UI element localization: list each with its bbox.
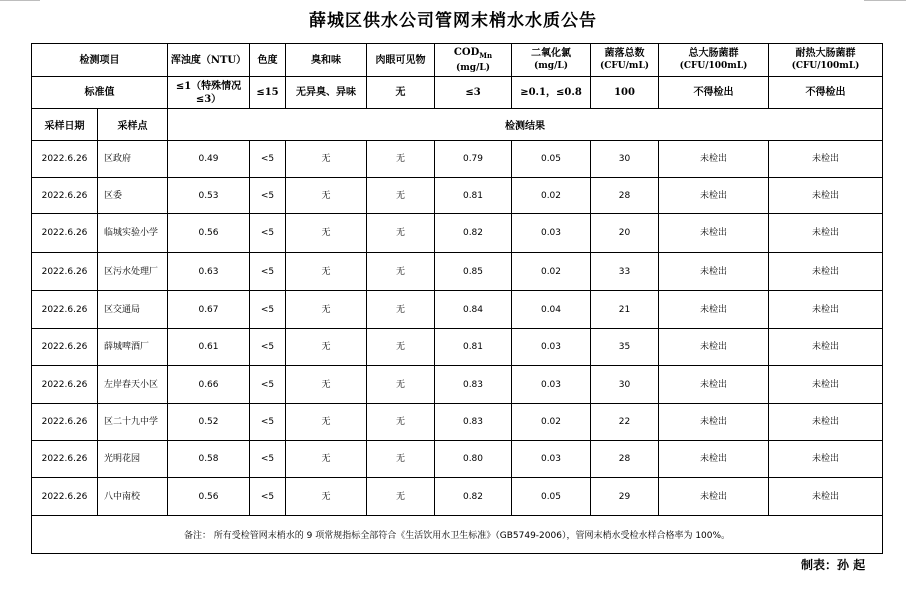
cell-turbidity: 0.49 (168, 141, 250, 178)
cell-site: 光明花园 (98, 441, 168, 478)
cell-bacteria: 30 (591, 141, 659, 178)
cell-chlorine: 0.05 (512, 478, 591, 516)
cell-turbidity: 0.53 (168, 178, 250, 214)
cell-date: 2022.6.26 (32, 178, 98, 214)
cell-turbidity: 0.63 (168, 253, 250, 291)
cell-thermo: 未检出 (769, 141, 883, 178)
note-text: 备注： 所有受检管网末梢水的 9 项常规指标全部符合《生活饮用水卫生标准》（GB5749-2006），管网末梢水受检水样合格率为 100%。 (32, 516, 883, 554)
cell-visible: 无 (367, 404, 435, 441)
page-title: 薛城区供水公司管网末梢水水质公告 (309, 11, 597, 31)
cell-turbidity: 0.52 (168, 404, 250, 441)
cell-turbidity: 0.66 (168, 366, 250, 404)
cell-turbidity: 0.67 (168, 291, 250, 329)
header-thermo (769, 44, 883, 77)
header-row (32, 44, 883, 77)
table-maker: 制表：孙 起 (801, 558, 866, 572)
cell-site: 区交通局 (98, 291, 168, 329)
cell-turbidity: 0.56 (168, 478, 250, 516)
cell-cod: 0.81 (435, 178, 512, 214)
cell-thermo: 未检出 (769, 404, 883, 441)
cell-site: 区污水处理厂 (98, 253, 168, 291)
cell-coliform: 未检出 (659, 141, 769, 178)
standard-turbidity: ≤1（特殊情况≤3） (168, 77, 250, 109)
cell-date: 2022.6.26 (32, 366, 98, 404)
header-visible: 肉眼可见物 (367, 44, 435, 77)
cell-date: 2022.6.26 (32, 291, 98, 329)
cell-bacteria: 28 (591, 441, 659, 478)
cell-odor: 无 (286, 366, 367, 404)
cell-color: <5 (250, 141, 286, 178)
cell-coliform: 未检出 (659, 366, 769, 404)
cell-bacteria: 28 (591, 178, 659, 214)
corner-mark-right (864, 0, 906, 1)
table-row (32, 214, 883, 253)
cell-chlorine: 0.03 (512, 329, 591, 366)
cell-bacteria: 30 (591, 366, 659, 404)
header-chlorine-label: 二氧化氯 (531, 48, 571, 59)
cell-odor: 无 (286, 141, 367, 178)
column-header-site: 采样点 (98, 109, 168, 141)
cell-color: <5 (250, 329, 286, 366)
header-coliform-unit: (CFU/100mL) (679, 61, 748, 71)
cell-cod: 0.85 (435, 253, 512, 291)
water-quality-table (31, 43, 883, 554)
cell-thermo: 未检出 (769, 366, 883, 404)
cell-visible: 无 (367, 478, 435, 516)
table-row (32, 329, 883, 366)
header-coliform (659, 44, 769, 77)
cell-date: 2022.6.26 (32, 214, 98, 253)
cell-site: 左岸春天小区 (98, 366, 168, 404)
cell-coliform: 未检出 (659, 214, 769, 253)
cell-visible: 无 (367, 291, 435, 329)
cell-date: 2022.6.26 (32, 329, 98, 366)
cell-bacteria: 20 (591, 214, 659, 253)
header-bacteria-label: 菌落总数 (604, 48, 645, 59)
cell-cod: 0.83 (435, 366, 512, 404)
cell-turbidity: 0.61 (168, 329, 250, 366)
header-turbidity: 浑浊度（NTU） (168, 44, 250, 77)
note-row (32, 516, 883, 554)
cell-visible: 无 (367, 178, 435, 214)
standard-label: 标准值 (32, 77, 168, 109)
cell-site: 区政府 (98, 141, 168, 178)
cell-odor: 无 (286, 329, 367, 366)
cell-thermo: 未检出 (769, 291, 883, 329)
header-item: 检测项目 (32, 44, 168, 77)
cell-chlorine: 0.03 (512, 366, 591, 404)
header-odor: 臭和味 (286, 44, 367, 77)
table-row (32, 404, 883, 441)
table-row (32, 366, 883, 404)
header-chlorine (512, 44, 591, 77)
table-row (32, 478, 883, 516)
corner-mark-left (0, 0, 40, 1)
standard-row (32, 77, 883, 109)
cell-coliform: 未检出 (659, 478, 769, 516)
cell-odor: 无 (286, 404, 367, 441)
cell-bacteria: 22 (591, 404, 659, 441)
cell-odor: 无 (286, 214, 367, 253)
header-bacteria (591, 44, 659, 77)
cell-cod: 0.82 (435, 214, 512, 253)
header-bacteria-unit: (CFU/mL) (599, 61, 650, 71)
header-thermo-unit: (CFU/100mL) (791, 61, 860, 71)
cell-odor: 无 (286, 478, 367, 516)
cell-date: 2022.6.26 (32, 141, 98, 178)
data-rows (32, 141, 883, 516)
table-row (32, 291, 883, 329)
cell-cod: 0.81 (435, 329, 512, 366)
table-row (32, 253, 883, 291)
header-cod (435, 44, 512, 77)
cell-odor: 无 (286, 441, 367, 478)
cell-cod: 0.83 (435, 404, 512, 441)
cell-site: 区委 (98, 178, 168, 214)
cell-chlorine: 0.04 (512, 291, 591, 329)
cell-site: 临城实验小学 (98, 214, 168, 253)
header-thermo-label: 耐热大肠菌群 (795, 48, 856, 59)
cell-visible: 无 (367, 141, 435, 178)
standard-thermo: 不得检出 (769, 77, 883, 109)
cell-thermo: 未检出 (769, 441, 883, 478)
standard-odor: 无异臭、异味 (286, 77, 367, 109)
cell-chlorine: 0.03 (512, 214, 591, 253)
cell-visible: 无 (367, 329, 435, 366)
cell-site: 区二十九中学 (98, 404, 168, 441)
cell-coliform: 未检出 (659, 291, 769, 329)
cell-date: 2022.6.26 (32, 441, 98, 478)
table-row (32, 141, 883, 178)
cell-thermo: 未检出 (769, 214, 883, 253)
cell-visible: 无 (367, 253, 435, 291)
cell-thermo: 未检出 (769, 178, 883, 214)
standard-cod: ≤3 (435, 77, 512, 109)
standard-visible: 无 (367, 77, 435, 109)
table-row (32, 441, 883, 478)
cell-odor: 无 (286, 253, 367, 291)
header-color: 色度 (250, 44, 286, 77)
cell-date: 2022.6.26 (32, 253, 98, 291)
cell-color: <5 (250, 441, 286, 478)
cell-site: 八中南校 (98, 478, 168, 516)
cell-cod: 0.82 (435, 478, 512, 516)
cell-chlorine: 0.02 (512, 178, 591, 214)
cell-bacteria: 35 (591, 329, 659, 366)
cell-thermo: 未检出 (769, 478, 883, 516)
cell-chlorine: 0.02 (512, 404, 591, 441)
cell-coliform: 未检出 (659, 253, 769, 291)
cell-thermo: 未检出 (769, 253, 883, 291)
cell-coliform: 未检出 (659, 329, 769, 366)
cell-site: 薛城啤酒厂 (98, 329, 168, 366)
cell-cod: 0.84 (435, 291, 512, 329)
column-header-row (32, 109, 883, 141)
header-coliform-label: 总大肠菌群 (688, 48, 739, 59)
cell-turbidity: 0.58 (168, 441, 250, 478)
cell-chlorine: 0.05 (512, 141, 591, 178)
header-cod-label: COD (453, 46, 480, 58)
cell-odor: 无 (286, 291, 367, 329)
cell-cod: 0.79 (435, 141, 512, 178)
cell-date: 2022.6.26 (32, 478, 98, 516)
cell-color: <5 (250, 178, 286, 214)
cell-date: 2022.6.26 (32, 404, 98, 441)
column-header-results: 检测结果 (168, 109, 883, 141)
cell-visible: 无 (367, 214, 435, 253)
cell-bacteria: 33 (591, 253, 659, 291)
cell-color: <5 (250, 253, 286, 291)
cell-color: <5 (250, 214, 286, 253)
cell-chlorine: 0.02 (512, 253, 591, 291)
standard-chlorine: ≥0.1，≤0.8 (512, 77, 591, 109)
standard-bacteria: 100 (591, 77, 659, 109)
cell-color: <5 (250, 291, 286, 329)
table-row (32, 178, 883, 214)
cell-coliform: 未检出 (659, 441, 769, 478)
cell-color: <5 (250, 404, 286, 441)
cell-visible: 无 (367, 441, 435, 478)
column-header-date: 采样日期 (32, 109, 98, 141)
standard-coliform: 不得检出 (659, 77, 769, 109)
cell-odor: 无 (286, 178, 367, 214)
cell-color: <5 (250, 366, 286, 404)
cell-thermo: 未检出 (769, 329, 883, 366)
cell-turbidity: 0.56 (168, 214, 250, 253)
standard-color: ≤15 (250, 77, 286, 109)
header-cod-subscript: Mn (479, 50, 493, 60)
cell-bacteria: 21 (591, 291, 659, 329)
header-chlorine-unit: (mg/L) (534, 61, 568, 71)
cell-color: <5 (250, 478, 286, 516)
cell-coliform: 未检出 (659, 178, 769, 214)
cell-cod: 0.80 (435, 441, 512, 478)
header-cod-unit: (mg/L) (456, 62, 490, 73)
cell-bacteria: 29 (591, 478, 659, 516)
cell-coliform: 未检出 (659, 404, 769, 441)
cell-chlorine: 0.03 (512, 441, 591, 478)
cell-visible: 无 (367, 366, 435, 404)
